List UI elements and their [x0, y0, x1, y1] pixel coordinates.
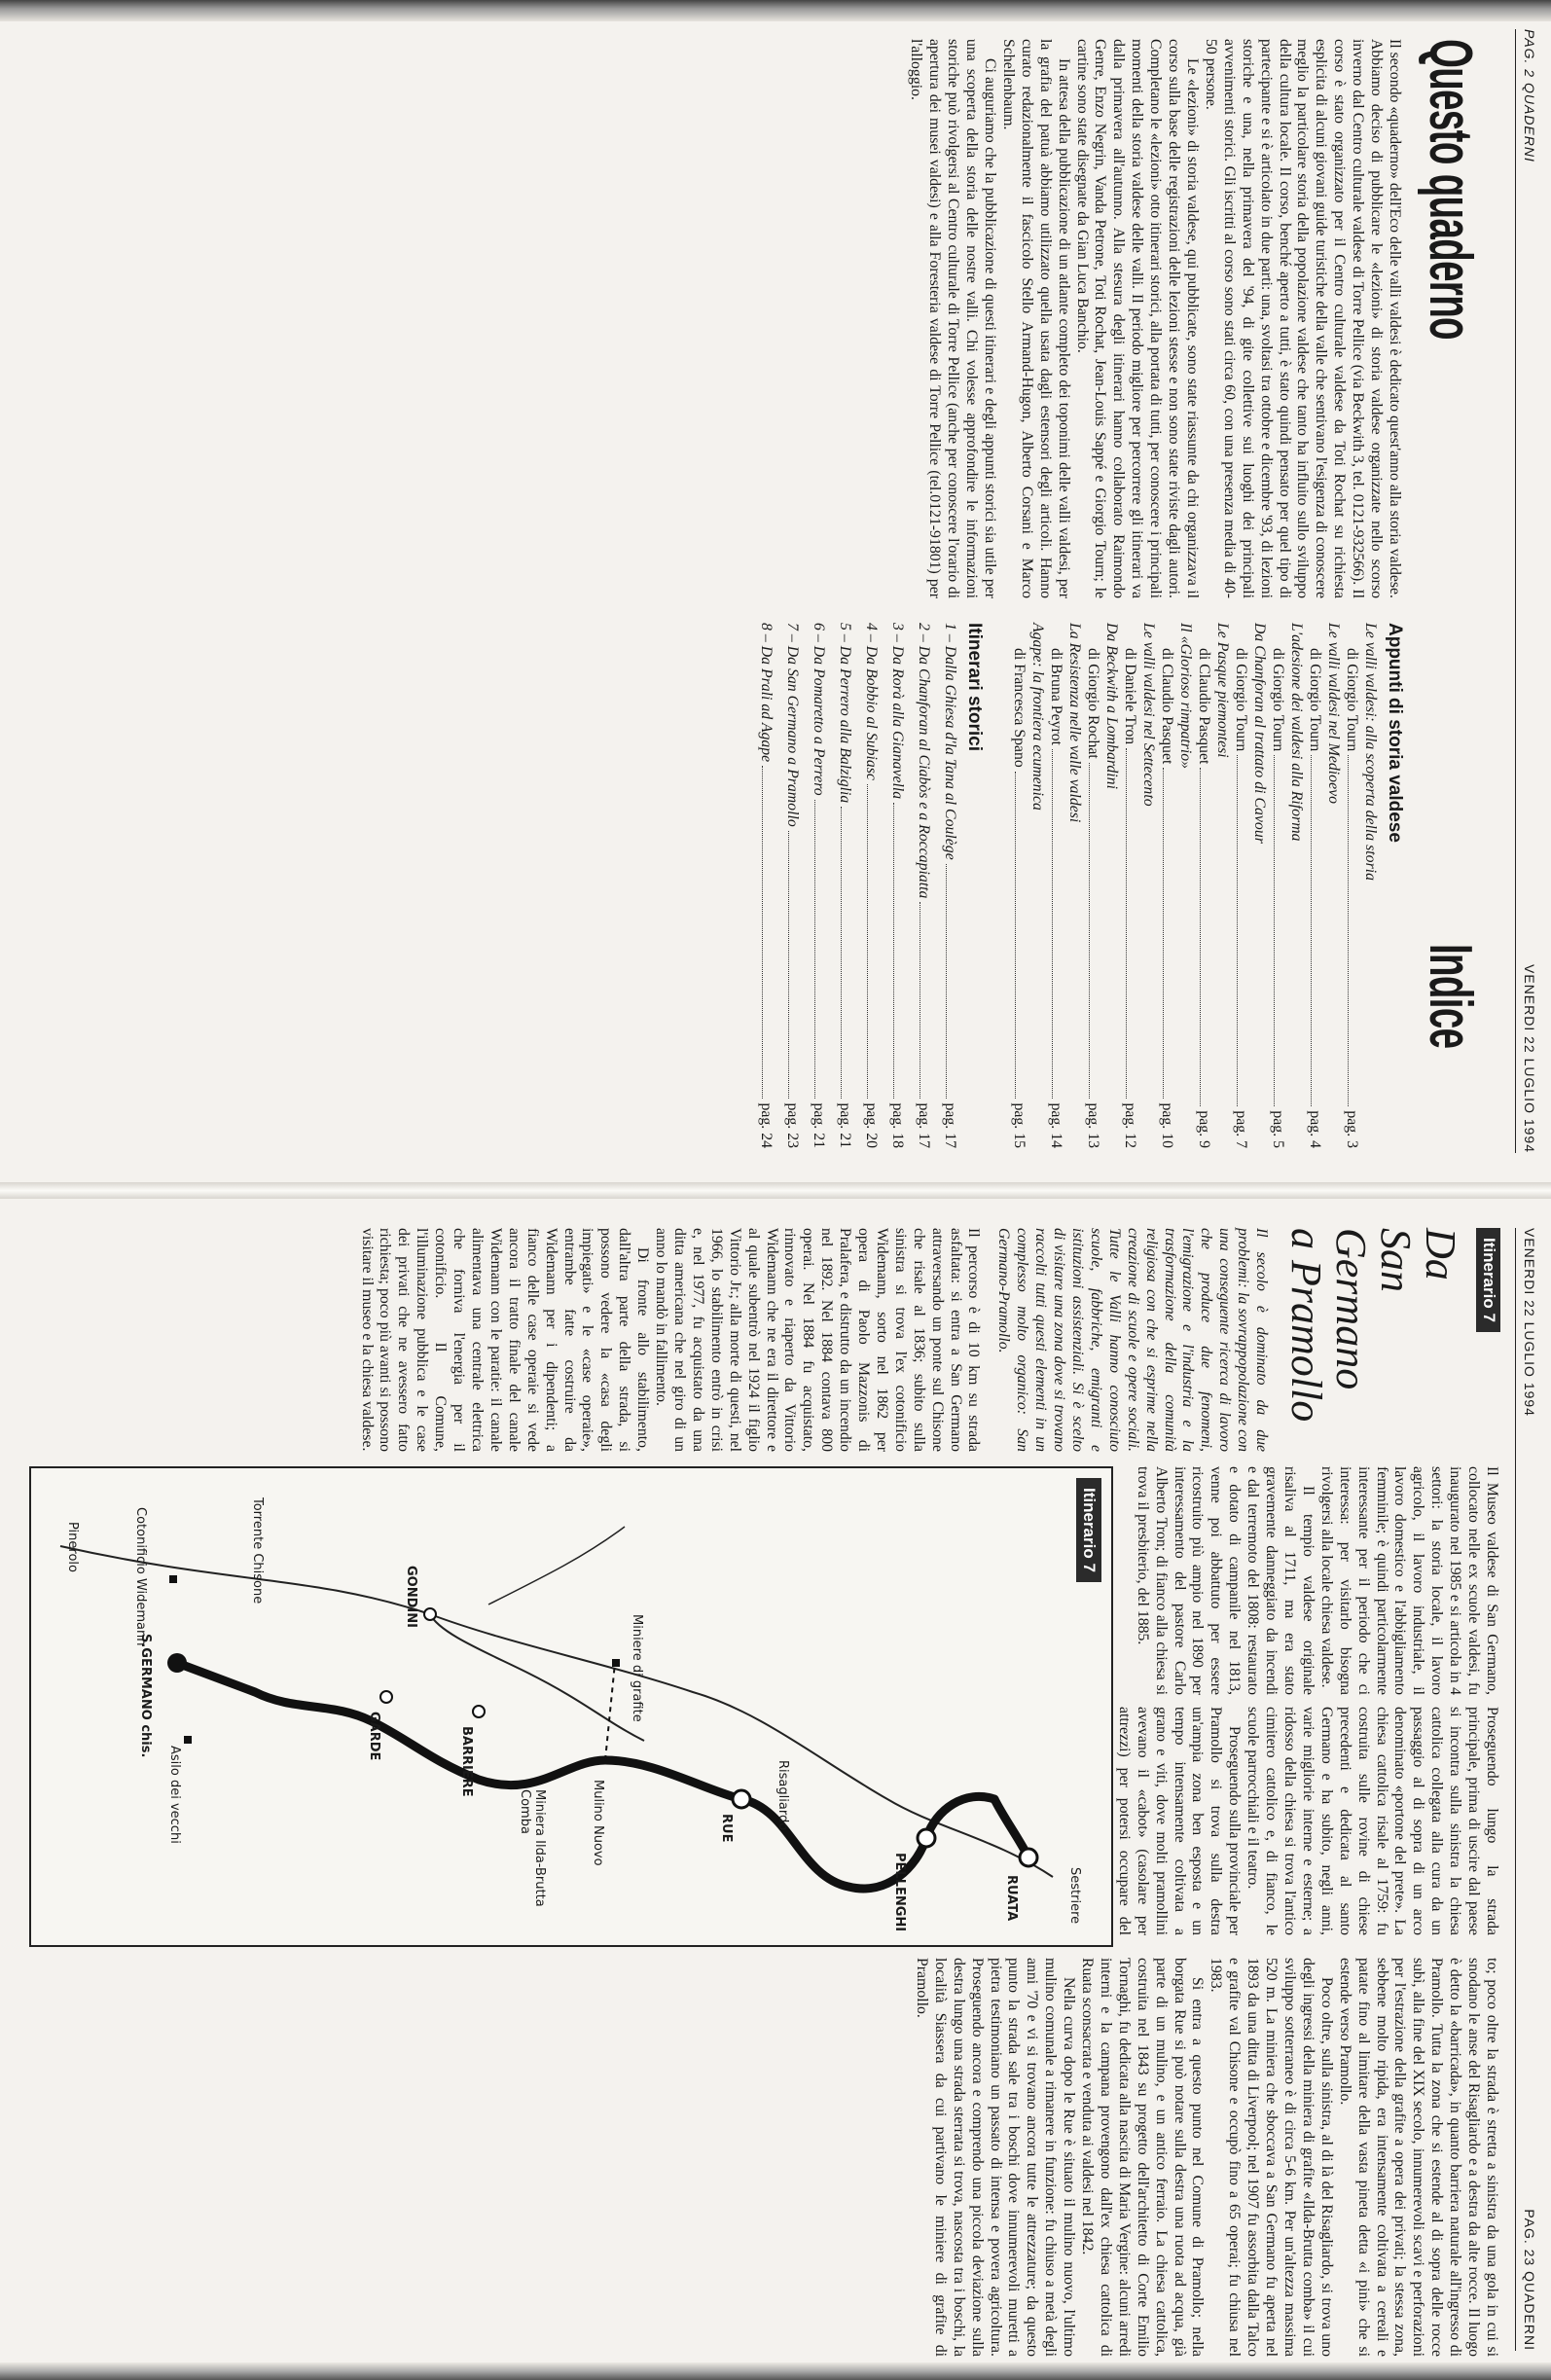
- toc-entry-author: di Claudio Pasquet: [1196, 648, 1212, 765]
- intro-text: [907, 39, 1403, 598]
- header-date-right: VENERDI 22 LUGLIO 1994: [1522, 1228, 1537, 1417]
- marker-barriere: [473, 1706, 485, 1717]
- toc-entry: [1232, 623, 1250, 1148]
- toc-leader: [762, 766, 776, 1099]
- itinerary-entry-title: 7 – Da San Germano a Pramollo: [784, 623, 801, 827]
- toc-leader: [788, 831, 802, 1100]
- toc-page: pag. 20: [863, 1102, 880, 1148]
- itinerary-entry: [915, 623, 933, 1148]
- page-right: [0, 1199, 1551, 2380]
- paragraph: Proseguendo sulla provinciale per Pramollo si trova sulla destra un'ampia zona ben esposta e un tempo intensamente coltivata a grano e viti, dove molti pramollini avevano il «cabot» (casolare per attrezzi) per potersi occupare del: [1115, 1707, 1244, 1935]
- title-line-1: Da: [1417, 1228, 1465, 1280]
- itinerary-entry-title: 4 – Da Bobbio al Subiasc: [863, 623, 880, 780]
- toc-entry-author: di Giorgio Tourn: [1270, 648, 1286, 752]
- itinerary-entry: [783, 623, 802, 1148]
- label-pinerolo: Pinerolo: [65, 1522, 80, 1572]
- toc-page: pag. 12: [1122, 1102, 1138, 1148]
- page-fold: [0, 1182, 1551, 1199]
- paragraph: Nella curva dopo le Rue è situato il mulino nuovo, l'ultimo mulino comunale a rimanere in funzione: fu chiuso a metà degli anni '70 e vi si trovano ancora tutte le attrezzature; da questo punto la strada sale tra i boschi dove innumerevoli muretti a pietra testimoniano un passato di intensa e povera agricoltura. Proseguendo ancora e comprendo una piccola deviazione sulla destra lungo una strada sterrata si trova, nascosta tra i boschi, la località Siassera da cui partivano le miniere di grafite di Pramollo.: [913, 1958, 1078, 2357]
- toc-page: pag. 18: [889, 1102, 906, 1148]
- indice-title: Indice: [1417, 944, 1484, 1049]
- itinerary-col1: [357, 1228, 983, 1452]
- toc-entry: [1269, 623, 1287, 1148]
- toc-entry: [1195, 623, 1213, 1148]
- marker-ruata: [1020, 1849, 1037, 1866]
- itinerari-heading: Itinerari storici: [964, 623, 985, 751]
- toc-leader: [1237, 755, 1250, 1106]
- label-barriere: BARRIERE: [459, 1726, 474, 1797]
- map-svg: [31, 1468, 1111, 1945]
- paragraph: In attesa della pubblicazione di un atlante completo dei toponimi delle valli valdesi, per la grafia del patuà abbiamo utilizzato quella usata dagli estensori degli articoli. Hanno curato redazionalmente il fascicolo Stello Armand-Hugon, Alberto Corsani e Marco Schellenbaum.: [999, 39, 1072, 598]
- itinerari-list: [757, 623, 959, 1148]
- itinerary-col3: [912, 1958, 1500, 2357]
- toc-entry: [1084, 623, 1102, 1148]
- label-cotonificio: Cotonificio Widemann: [133, 1507, 148, 1646]
- toc-page: pag. 9: [1196, 1110, 1212, 1148]
- toc-entry-title: L'adesione dei valdesi alla Riforma: [1288, 623, 1305, 842]
- indice-section: [14, 623, 1502, 1148]
- marker-sgermano: [167, 1653, 187, 1673]
- toc-leader: [1052, 749, 1065, 1099]
- toc-entry-author: di Daniele Tron: [1122, 648, 1138, 745]
- toc-leader: [1015, 772, 1028, 1100]
- toc-leader: [1274, 755, 1287, 1106]
- label-torrente: Torrente Chisone: [250, 1497, 265, 1605]
- toc-entry-author: di Giorgio Tourn: [1307, 648, 1323, 752]
- toc-page: pag. 23: [784, 1102, 801, 1148]
- paragraph: Si entra a questo punto nel Comune di Pramollo; nella borgata Rue si può notare sulla destra una ruota ad acqua, già parte di un mulino, e un antico ferraio. La chiesa cattolica, costruita nel 1843 su progetto dell'architetto di Corte Emilio Tornaghi, fu dedicata alla nascita di Maria Vergine: alcuni arredi interni e la campana provengono dall'ex chiesa cattolica di Ruata sconsacrata e venduta ai valdesi nel 1842.: [1079, 1958, 1207, 2357]
- paragraph: to; poco oltre la strada è stretta a sinistra da una gola in cui si snodano le anse del Risagliardo e a destra da alte rocce. Il luogo è detto la «barricada», in quanto barriera naturale all'ingresso di Pramollo. Tutta la zona che si estende al di sopra delle rocce subì, alla fine del XIX secolo, innumerevoli scavi e perforazioni per l'estrazione della grafite a opera dei privati; la stessa zona, sebbene molto ripida, era intensamente coltivata a cereali e patate fino al limitare della vasta pineta detta «i pini» che si estende verso Pramollo.: [1336, 1958, 1500, 2357]
- toc-page: pag. 24: [758, 1102, 775, 1148]
- toc-entry-title: Le valli valdesi nel Medioevo: [1325, 623, 1342, 804]
- paragraph: Di fronte allo stabilimento, dall'altra parte della strada, si possono vedere la «casa degli impiegati» e le «case operaie», entrambe fatte costruire da Widemann per i dipendenti; a fianco delle case operaie si vede ancora il tratto finale del canale Widemann con le paratie: il canale alimentava una centrale elettrica che forniva l'energia per il cotonificio. Il Comune, l'illuminazione pubblica e le case dei privati che ne avessero fatto richiesta; poco più avanti si possono visitare il museo e la chiesa valdese.: [358, 1228, 652, 1452]
- toc-entry: [1010, 623, 1028, 1148]
- itinerary-entry: [757, 623, 776, 1148]
- marker-rue: [733, 1790, 750, 1808]
- toc-page: pag. 5: [1270, 1110, 1286, 1148]
- toc-page: pag. 10: [1159, 1102, 1175, 1148]
- itinerario-badge: Itinerario 7: [1476, 1228, 1500, 1332]
- label-mulino: Mulino Nuovo: [591, 1780, 605, 1866]
- toc-page: pag. 21: [811, 1102, 827, 1148]
- toc-leader: [893, 803, 907, 1099]
- toc-entry-author: di Francesca Spano: [1011, 648, 1028, 768]
- appunti-list: [1010, 623, 1380, 1148]
- paragraph: Poco oltre, sulla sinistra, al di là del Risagliardo, si trova uno degli ingressi della miniera di grafite «Ilda-Brutta comba» il cui sviluppo sotterraneo è di circa 5-6 km. Per un'altezza massima 520 m. La miniera che sboccava a San Germano fu aperta nel 1893 da una ditta di Liverpool; nel 1907 fu assorbita dalla Talco e grafite val Chisone e occupò fino a 65 operai; fu chiusa nel 1983.: [1208, 1958, 1335, 2357]
- toc-page: pag. 15: [1011, 1102, 1028, 1148]
- toc-page: pag. 7: [1233, 1110, 1249, 1148]
- river-risagliardo: [430, 1614, 644, 1741]
- itinerary-entry-title: 8 – Da Prali ad Agape: [758, 623, 775, 763]
- label-ruata: RUATA: [1004, 1875, 1019, 1922]
- toc-leader: [920, 902, 933, 1099]
- route-line: [177, 1663, 994, 1889]
- toc-page: pag. 3: [1344, 1110, 1360, 1148]
- page-header-left: [1515, 29, 1541, 1153]
- marker-gondini: [424, 1608, 436, 1620]
- toc-leader: [946, 864, 959, 1100]
- toc-entry-title: Le Pasque piemontesi: [1214, 623, 1231, 758]
- appunti-heading: Appunti di storia valdese: [1385, 623, 1405, 843]
- toc-entry-title: Agape: la frontiera ecumenica: [1029, 623, 1046, 811]
- itinerary-title: [1282, 1228, 1465, 1452]
- itinerary-col2a: [1133, 1466, 1500, 1695]
- itinerary-intro: Il secolo è dominato da due problemi: la sovrappopolazione con una conseguente ricerca di lavoro che produce due fenomeni, l'emigrazione e l'industria e la trasformazione della comunità religiosa con che si esprime nella creazione di scuole e opere sociali. Tutte le Valli hanno conosciuto scuole, fabbriche, emigranti e istituzioni assistenziali. Si è scelto di visitare una zona dove si trovano raccolti tutti questi elementi in un complesso molto organico: San Germano-Pramollo.: [995, 1228, 1271, 1452]
- paragraph: Il secondo «quaderno» dell'Eco delle valli valdesi è dedicato quest'anno alla storia valdese. Abbiamo deciso di pubblicare le «lezioni» di storia valdese organizzate nello scorso inverno dal Centro culturale valdese di Torre Pellice (via Beckwith 3, tel. 0121-932566). Il corso è stato organizzato per il Centro culturale valdese da Toti Rochat su richiesta esplicita di alcuni giovani guide turistiche della valle che sentivano l'esigenza di conoscere meglio la particolare storia della popolazione valdese che tanto ha influito sullo sviluppo della cultura locale. Il corso, benché aperto a tutti, è stato quindi pensato per quel tipo di partecipante e si è articolato in due parti: una, svoltasi tra ottobre e dicembre '93, di lezioni storiche e una, nella primavera del '94, di gite collettive sui luoghi dei principali avvenimenti storici. Gli iscritti al corso sono stati circa 60, con una presenza media di 40-50 persone.: [1202, 39, 1403, 598]
- toc-page: pag. 21: [837, 1102, 853, 1148]
- toc-entry-title: Le valli valdesi: alla scoperta della storia: [1362, 623, 1379, 882]
- toc-entry: [1158, 623, 1176, 1148]
- toc-entry-author: di Giorgio Tourn: [1344, 648, 1360, 752]
- toc-entry-author: di Claudio Pasquet: [1159, 648, 1175, 765]
- marker-miniere: [612, 1659, 620, 1667]
- marker-asilo: [184, 1736, 192, 1744]
- toc-entry: [1343, 623, 1361, 1148]
- itinerary-entry-title: 6 – Da Pomaretto a Perrero: [811, 623, 827, 796]
- river-branch: [488, 1527, 625, 1605]
- toc-leader: [1200, 768, 1213, 1106]
- toc-page: pag. 17: [916, 1102, 932, 1148]
- itinerary-intro-column: [357, 1228, 1500, 1452]
- label-garde: GARDE: [367, 1712, 381, 1761]
- itinerary-entry: [941, 623, 959, 1148]
- itinerary-entry: [888, 623, 907, 1148]
- label-risagliardo: Risagliardo: [776, 1760, 790, 1831]
- toc-entry-title: Le valli valdesi nel Settecento: [1140, 623, 1157, 807]
- questo-quaderno-title: Questo quaderno: [1417, 39, 1484, 340]
- questo-quaderno-section: [14, 39, 1502, 598]
- paragraph: Proseguendo lungo la strada principale, prima di uscire dal paese si incontra sulla sinistra la chiesa cattolica collegata alla cura da un passaggio al di sopra di un arco denominato «portone del prete». La chiesa cattolica risale al 1759: fu costruita sulle rovine di chiese precedenti e dedicata al santo Germano e ha subito, negli anni, varie migliorie interne e esterne; a ridosso della chiesa si trova l'antico cimitero cattolico e, di fianco, le scuole parrocchiali e il teatro.: [1244, 1707, 1500, 1935]
- itinerary-entry: [862, 623, 881, 1148]
- toc-page: pag. 4: [1307, 1110, 1323, 1148]
- paragraph: Il Museo valdese di San Germano, collocato nelle ex scuole valdesi, fu inaugurato nel 1985 e si articola in 4 settori: la storia locale, il lavoro agricolo, il lavoro industriale, il lavoro domestico e l'abbigliamento femminile; è quindi particolarmente interessante per il periodo che ci interessa: per visitarlo bisogna rivolgersi alla locale chiesa valdese.: [1317, 1466, 1500, 1695]
- label-sestriere: Sestriere: [1067, 1867, 1082, 1925]
- marker-cotonificio: [169, 1575, 177, 1583]
- label-rue: RUE: [719, 1814, 734, 1843]
- marker-pellenghi: [918, 1829, 935, 1847]
- toc-entry-author: di Giorgio Rochat: [1085, 648, 1101, 759]
- itinerary-entry-title: 5 – Da Perrero alla Balziglia: [837, 623, 853, 804]
- title-line-3: a Pramollo: [1282, 1228, 1331, 1423]
- title-line-2: San Germano: [1327, 1228, 1421, 1390]
- header-page-label-right: PAG. 23 QUADERNI: [1522, 2209, 1537, 2351]
- toc-entry-title: Da Chanforan al trattato di Cavour: [1251, 623, 1268, 844]
- paragraph: Le «lezioni» di storia valdese, qui pubblicate, sono state riassunte da chi organizzava il corso sulla base delle registrazioni delle lezioni stesse e non sono state riviste dagli autori. Completano le «lezioni» otto itinerari storici, alla portata di tutti, per conoscere i principali momenti della storia valdese delle valli. Il periodo migliore per percorrere gli itinerari va dalla primavera all'autunno. Alla stesura degli itinerari hanno collaborato Raimondo Genre, Enzo Negrin, Vanda Petrone, Toti Rochat, Jean-Louis Sappé e Giorgio Tourn; le cartine sono state disegnate da Gian Luca Banchio.: [1073, 39, 1202, 598]
- toc-leader: [1126, 748, 1139, 1099]
- route-map: [29, 1466, 1113, 1947]
- toc-leader: [1163, 768, 1176, 1099]
- toc-entry: [1047, 623, 1065, 1148]
- toc-page: pag. 17: [942, 1102, 958, 1148]
- itinerary-entry-title: 3 – Da Rorà alla Gianavella: [889, 623, 906, 800]
- toc-leader: [1089, 763, 1102, 1100]
- toc-entry-author: di Giorgio Tourn: [1233, 648, 1249, 752]
- toc-leader: [814, 800, 828, 1100]
- itinerary-entry-title: 2 – Da Chanforan al Ciabòs e a Roccapiatta: [916, 623, 932, 899]
- toc-page: pag. 14: [1048, 1102, 1064, 1148]
- label-sgermano: S.GERMANO chis.: [138, 1634, 153, 1758]
- page-header-right: [1515, 1228, 1541, 2351]
- river-chisone: [60, 1546, 1053, 1877]
- paragraph: Il tempio valdese originale risaliva al 1711, ma era stato gravemente danneggiato da incendi e dal terremoto del 1808: restaurato e dotato di campanile nel 1813, venne poi abbattuto per essere ricostruito più ampio nel 1890 per interessamento del pastore Carlo Alberto Tron; di fianco alla chiesa si trova il presbiterio, del 1885.: [1134, 1466, 1317, 1695]
- paragraph: Ci auguriamo che la pubblicazione di questi itinerari e degli appunti storici sia utile per una scoperta della storia delle nostre valli. Chi volesse approfondire le informazioni storiche può rivolgersi al Centro culturale di Torre Pellice (anche per conoscere l'orario di apertura dei musei valdesi) e alla Foresteria valdese di Torre Pellice (tel.0121-91801) per l'alloggio.: [908, 39, 999, 598]
- toc-entry-title: Il «Glorioso rimpatrio»: [1177, 623, 1194, 770]
- label-miniera: Miniera Ilda-Brutta Comba: [518, 1789, 547, 1907]
- marker-garde: [380, 1691, 392, 1703]
- toc-page: pag. 13: [1085, 1102, 1101, 1148]
- label-gondini: GONDINI: [404, 1566, 418, 1628]
- toc-entry-title: Da Beckwith a Lombardini: [1103, 623, 1120, 789]
- header-page-label: PAG. 2 QUADERNI: [1522, 29, 1537, 162]
- page-left: [0, 0, 1551, 1182]
- toc-entry-author: di Bruna Peyrot: [1048, 648, 1064, 746]
- toc-leader: [841, 807, 854, 1099]
- toc-entry: [1121, 623, 1139, 1148]
- toc-entry: [1306, 623, 1324, 1148]
- toc-leader: [1348, 755, 1361, 1106]
- itinerary-entry: [810, 623, 828, 1148]
- itinerary-col2b: [1096, 1707, 1500, 1935]
- label-miniere: Miniere di grafite: [630, 1614, 644, 1722]
- header-date: VENERDI 22 LUGLIO 1994: [1522, 964, 1537, 1153]
- toc-leader: [1311, 755, 1324, 1106]
- itinerary-entry-title: 1 – Dalla Ghiesa d'la Tana al Coulège: [942, 623, 958, 860]
- itinerary-entry: [836, 623, 854, 1148]
- map-badge: Itinerario 7: [1076, 1478, 1101, 1582]
- paragraph: Il percorso è di 10 km su strada asfaltata: si entra a San Germano attraversando un ponte sul Chisone che risale al 1836; subito sulla sinistra si trova l'ex cotonificio Widemann, sorto nel 1862 per opera di Paolo Mazzonis di Pralafera, e distrutto da un incendio nel 1892. Nel 1884 contava 800 operai. Nel 1884 fu acquistato, rinnovato e riaperto da Vittorio Widemann che ne era il direttore e al quale subentrò nel 1924 il figlio Vittorio Jr.; alla morte di questi, nel 1966, lo stabilimento entrò in crisi e, nel 1977, fu acquistato da una ditta americana che nel giro di un anno lo mandò in fallimento.: [653, 1228, 983, 1452]
- label-asilo: Asilo dei vecchi: [167, 1746, 182, 1844]
- route-branch-dashed: [605, 1663, 615, 1760]
- label-pellenghi: PELLENGHI: [892, 1853, 907, 1932]
- toc-entry-title: La Resistenza nelle valle valdesi: [1066, 623, 1083, 823]
- toc-leader: [867, 784, 881, 1100]
